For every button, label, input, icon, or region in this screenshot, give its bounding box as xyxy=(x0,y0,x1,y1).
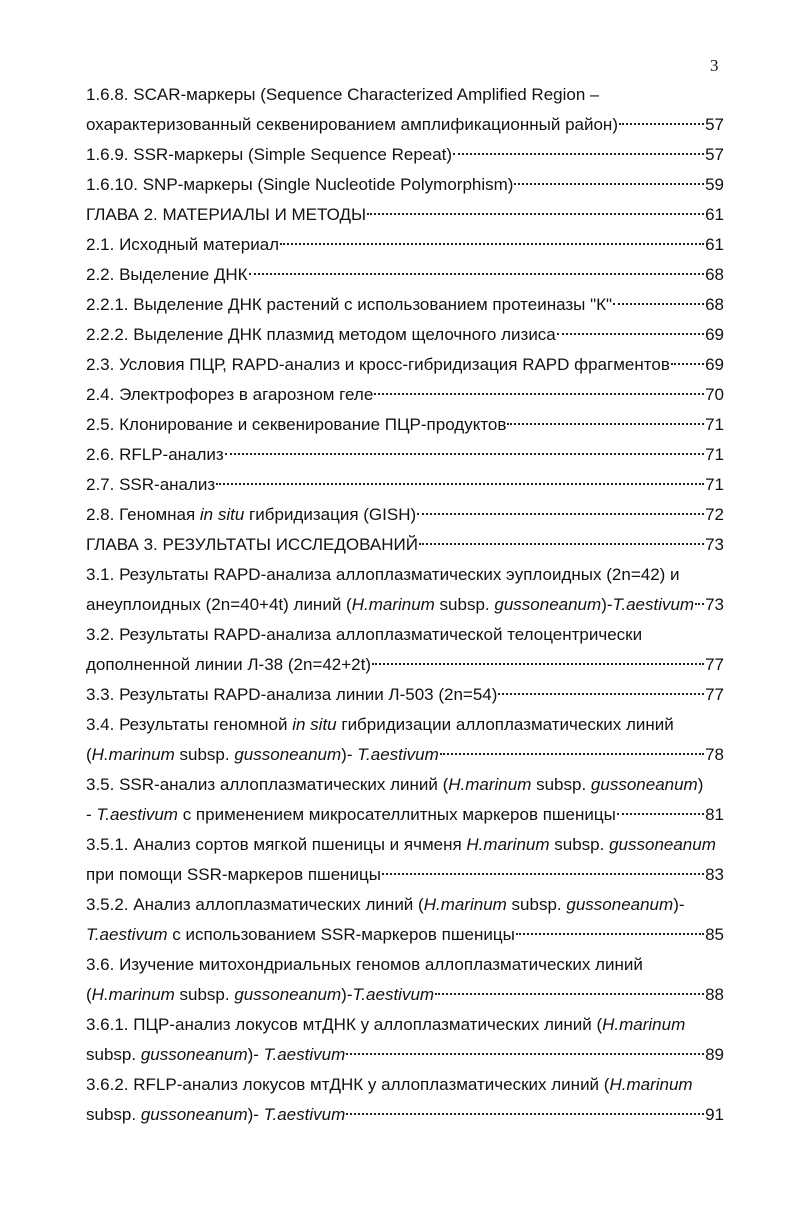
toc-line xyxy=(86,1040,724,1070)
toc-leader-dots xyxy=(346,1053,704,1055)
toc-entry-text: 3.5. SSR-анализ аллоплазматических линий (H.marinum subsp. gussoneanum) xyxy=(86,775,704,794)
toc-entry-text: 3.6.1. ПЦР-анализ локусов мтДНК у аллоплазматических линий (H.marinum xyxy=(86,1015,686,1034)
toc-line xyxy=(86,320,724,350)
toc-line xyxy=(86,590,724,620)
page-number: 3 xyxy=(710,56,719,75)
toc-line xyxy=(86,800,724,830)
toc-leader-dots xyxy=(417,513,704,515)
toc-page-number: 85 xyxy=(705,925,724,944)
toc-entry-text: дополненной линии Л-38 (2n=42+2t) xyxy=(86,655,372,674)
toc-entry-text: T.aestivum с использованием SSR-маркеров пшеницы xyxy=(86,925,515,944)
toc-entry-text: анеуплоидных (2n=40+4t) линий (H.marinum subsp. gussoneanum)-T.aestivum xyxy=(86,595,695,614)
toc-leader-dots xyxy=(516,933,704,935)
toc-line xyxy=(86,1100,724,1130)
toc-entry-text: (H.marinum subsp. gussoneanum)- T.aestivum xyxy=(86,745,439,764)
toc-entry-text: 2.5. Клонирование и секвенирование ПЦР-продуктов xyxy=(86,415,507,434)
toc-page-number: 81 xyxy=(705,805,724,824)
toc-line xyxy=(86,80,724,110)
toc-line xyxy=(86,1070,724,1100)
toc-leader-dots xyxy=(435,993,704,995)
toc-page-number: 57 xyxy=(705,115,724,134)
toc-entry-text: 2.4. Электрофорез в агарозном геле xyxy=(86,385,374,404)
toc-leader-dots xyxy=(507,423,704,425)
toc-entry-text: 3.2. Результаты RAPD-анализа аллоплазматической телоцентрически xyxy=(86,625,643,644)
toc-leader-dots xyxy=(367,213,704,215)
toc-leader-dots xyxy=(419,543,704,545)
toc-entry-text: (H.marinum subsp. gussoneanum)-T.aestivum xyxy=(86,985,435,1004)
toc-line xyxy=(86,530,724,560)
toc-page-number: 88 xyxy=(705,985,724,1004)
toc-page-number: 59 xyxy=(705,175,724,194)
toc-page-number: 73 xyxy=(705,535,724,554)
toc-leader-dots xyxy=(619,123,704,125)
toc-page-number: 89 xyxy=(705,1045,724,1064)
toc-entry-text: охарактеризованный секвенированием амплификационный район) xyxy=(86,115,618,134)
toc-line xyxy=(86,680,724,710)
toc-entry-text: при помощи SSR-маркеров пшеницы xyxy=(86,865,381,884)
toc-page-number: 77 xyxy=(705,655,724,674)
toc-leader-dots xyxy=(372,663,704,665)
toc-line xyxy=(86,1010,724,1040)
toc-line xyxy=(86,620,724,650)
toc-line xyxy=(86,230,724,260)
toc-page-number: 91 xyxy=(705,1105,724,1124)
toc-entry-text: 3.5.1. Анализ сортов мягкой пшеницы и ячменя H.marinum subsp. gussoneanum xyxy=(86,835,716,854)
toc-entry-text: subsp. gussoneanum)- T.aestivum xyxy=(86,1045,346,1064)
toc-entry-text: 2.7. SSR-анализ xyxy=(86,475,216,494)
toc-page-number: 69 xyxy=(705,325,724,344)
toc-entry-text: 3.6. Изучение митохондриальных геномов аллоплазматических линий xyxy=(86,955,643,974)
toc-leader-dots xyxy=(453,153,704,155)
toc-entry-text: 1.6.9. SSR-маркеры (Simple Sequence Repeat) xyxy=(86,145,453,164)
toc-page-number: 83 xyxy=(705,865,724,884)
toc-line xyxy=(86,440,724,470)
toc-entry-text: 3.5.2. Анализ аллоплазматических линий (H.marinum subsp. gussoneanum)- xyxy=(86,895,685,914)
toc-line xyxy=(86,350,724,380)
toc-leader-dots xyxy=(382,873,704,875)
toc-entry-text: 2.2.1. Выделение ДНК растений с использованием протеиназы "К" xyxy=(86,295,613,314)
toc-page-number: 77 xyxy=(705,685,724,704)
toc-line xyxy=(86,920,724,950)
toc-leader-dots xyxy=(498,693,704,695)
toc-line xyxy=(86,950,724,980)
toc-leader-dots xyxy=(514,183,704,185)
toc-entry-text: 1.6.8. SCAR-маркеры (Sequence Characterized Amplified Region – xyxy=(86,85,600,104)
toc-entry-text: 2.2. Выделение ДНК xyxy=(86,265,248,284)
toc-leader-dots xyxy=(216,483,704,485)
toc-entry-text: 3.1. Результаты RAPD-анализа аллоплазматических эуплоидных (2n=42) и xyxy=(86,565,680,584)
toc-line xyxy=(86,980,724,1010)
toc-page-number: 61 xyxy=(705,235,724,254)
toc-line xyxy=(86,170,724,200)
toc-page-number: 78 xyxy=(705,745,724,764)
toc-entry-text: 2.3. Условия ПЦР, RAPD-анализ и кросс-гибридизация RAPD фрагментов xyxy=(86,355,670,374)
toc-line xyxy=(86,140,724,170)
toc-line xyxy=(86,860,724,890)
toc-page-number: 70 xyxy=(705,385,724,404)
toc-entry-text: 2.1. Исходный материал xyxy=(86,235,280,254)
toc-line xyxy=(86,410,724,440)
toc-leader-dots xyxy=(557,333,704,335)
toc-line xyxy=(86,740,724,770)
toc-line xyxy=(86,890,724,920)
toc-page-number: 71 xyxy=(705,475,724,494)
toc-line xyxy=(86,200,724,230)
toc-leader-dots xyxy=(280,243,704,245)
toc-page-number: 68 xyxy=(705,295,724,314)
toc-entry-text: 3.4. Результаты геномной in situ гибридизации аллоплазматических линий xyxy=(86,715,674,734)
toc-leader-dots xyxy=(346,1113,704,1115)
toc-entry-text: 1.6.10. SNP-маркеры (Single Nucleotide Polymorphism) xyxy=(86,175,514,194)
toc-leader-dots xyxy=(617,813,704,815)
toc-leader-dots xyxy=(671,363,704,365)
toc-line xyxy=(86,470,724,500)
toc-line xyxy=(86,500,724,530)
toc-line xyxy=(86,650,724,680)
toc-page-number: 61 xyxy=(705,205,724,224)
toc-line xyxy=(86,380,724,410)
toc-line xyxy=(86,770,724,800)
toc-page-number: 69 xyxy=(705,355,724,374)
toc-entry-text: 2.2.2. Выделение ДНК плазмид методом щелочного лизиса xyxy=(86,325,556,344)
toc-page-number: 57 xyxy=(705,145,724,164)
toc-entry-text: 2.8. Геномная in situ гибридизация (GISH) xyxy=(86,505,417,524)
toc-entry-text: ГЛАВА 3. РЕЗУЛЬТАТЫ ИССЛЕДОВАНИЙ xyxy=(86,535,418,554)
toc-page-number: 72 xyxy=(705,505,724,524)
toc-entry-text: 3.3. Результаты RAPD-анализа линии Л-503 (2n=54) xyxy=(86,685,498,704)
table-of-contents xyxy=(86,80,724,1130)
toc-leader-dots xyxy=(440,753,704,755)
toc-entry-text: ГЛАВА 2. МАТЕРИАЛЫ И МЕТОДЫ xyxy=(86,205,367,224)
toc-entry-text: 3.6.2. RFLP-анализ локусов мтДНК у аллоплазматических линий (H.marinum xyxy=(86,1075,693,1094)
toc-leader-dots xyxy=(613,303,704,305)
toc-line xyxy=(86,260,724,290)
toc-leader-dots xyxy=(225,453,704,455)
toc-entry-text: 2.6. RFLP-анализ xyxy=(86,445,224,464)
toc-page-number: 71 xyxy=(705,415,724,434)
toc-entry-text: subsp. gussoneanum)- T.aestivum xyxy=(86,1105,346,1124)
toc-line xyxy=(86,110,724,140)
toc-line xyxy=(86,710,724,740)
toc-leader-dots xyxy=(374,393,704,395)
toc-page-number: 73 xyxy=(705,595,724,614)
toc-page-number: 68 xyxy=(705,265,724,284)
toc-entry-text: - T.aestivum с применением микросателлитных маркеров пшеницы xyxy=(86,805,616,824)
toc-page-number: 71 xyxy=(705,445,724,464)
toc-line xyxy=(86,290,724,320)
toc-line xyxy=(86,560,724,590)
toc-line xyxy=(86,830,724,860)
toc-leader-dots xyxy=(695,603,704,605)
toc-leader-dots xyxy=(249,273,705,275)
